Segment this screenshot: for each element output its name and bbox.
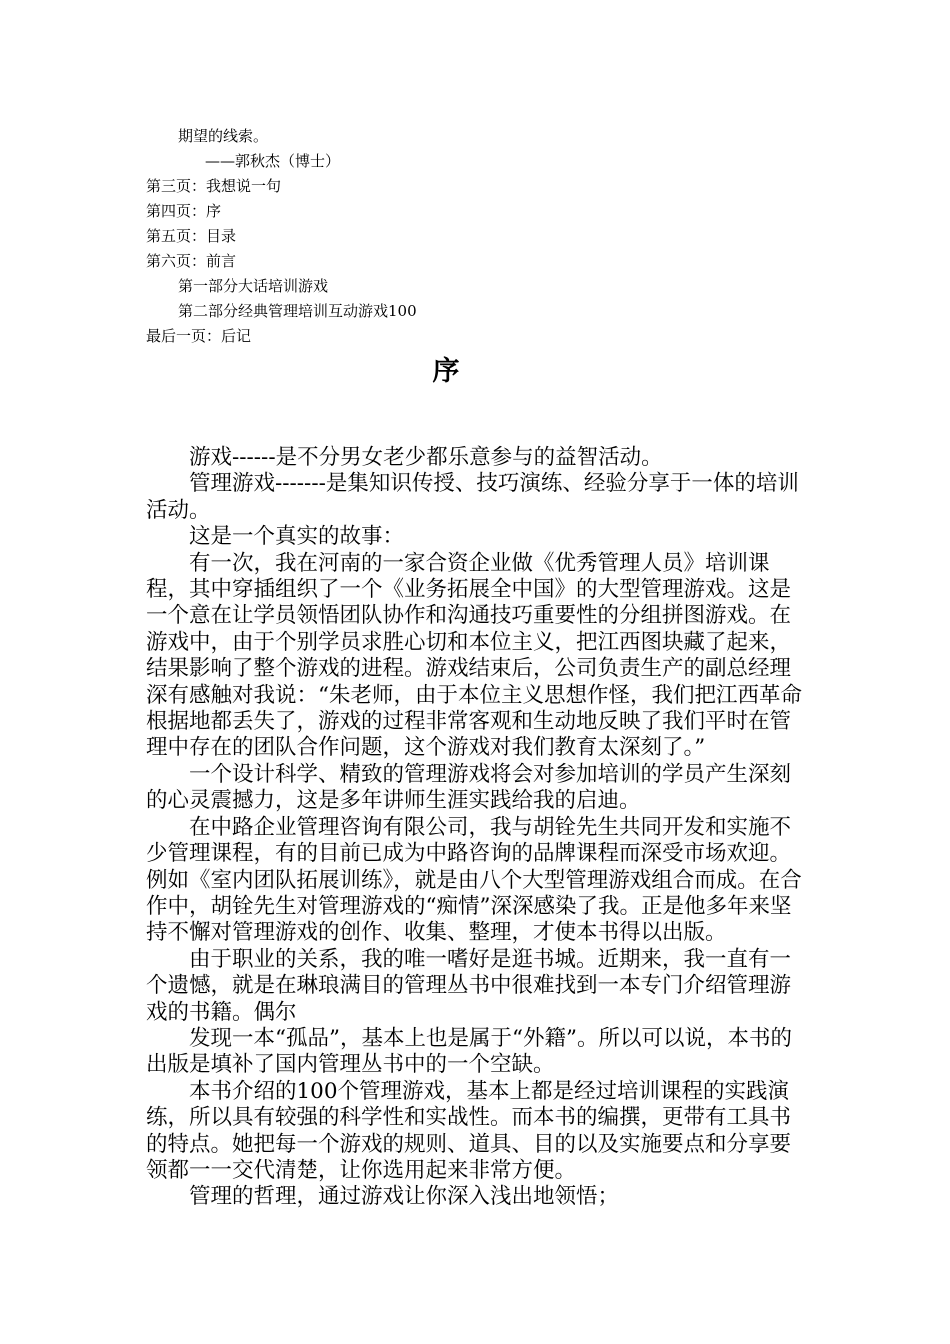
toc-line-last-page: 最后一页：后记 — [146, 327, 252, 345]
toc-line-part-one: 第一部分大话培训游戏 — [178, 277, 329, 295]
paragraph: 由于职业的关系，我的唯一嗜好是逛书城。近期来，我一直有一个遗憾，就是在琳琅满目的管理丛书中很难找到一本专门介绍管理游戏的书籍。偶尔 — [146, 946, 792, 1025]
paragraph: 管理的哲理，通过游戏让你深入浅出地领悟； — [189, 1184, 620, 1210]
paragraph: 游戏------是不分男女老少都乐意参与的益智活动。 — [189, 445, 663, 470]
toc-line-expected-clue: 期望的线索。 — [178, 127, 269, 145]
paragraph: 本书介绍的100个管理游戏，基本上都是经过培训课程的实践演练，所以具有较强的科学性和实战性。而本书的编撰，更带有工具书的特点。她把每一个游戏的规则、道具、目的以及实施要点和分享要领都一一交代清楚，让你选用起来非常方便。 — [146, 1078, 792, 1183]
preface-body — [146, 445, 806, 1211]
paragraph: 在中路企业管理咨询有限公司，我与胡铨先生共同开发和实施不少管理课程，有的目前已成为中路咨询的品牌课程而深受市场欢迎。例如《室内团队拓展训练》，就是由八个大型管理游戏组合而成。在合作中，胡铨先生对管理游戏的“痴情”深深感染了我。正是他多年来坚持不懈对管理游戏的创作、收集、整理，才使本书得以出版。 — [146, 814, 802, 946]
toc-line-page-five: 第五页：目录 — [146, 227, 237, 245]
toc-line-page-six: 第六页：前言 — [146, 252, 237, 270]
paragraph: 一个设计科学、精致的管理游戏将会对参加培训的学员产生深刻的心灵震撼力，这是多年讲师生涯实践给我的启迪。 — [146, 761, 792, 814]
toc-line-author: ——郭秋杰（博士） — [205, 152, 341, 170]
preface-title: 序 — [432, 356, 460, 387]
paragraph: 发现一本“孤品”，基本上也是属于“外籍”。所以可以说，本书的出版是填补了国内管理丛书中的一个空缺。 — [146, 1025, 792, 1078]
paragraph: 管理游戏-------是集知识传授、技巧演练、经验分享于一体的培训活动。 — [146, 471, 799, 523]
toc-line-page-three: 第三页：我想说一句 — [146, 177, 282, 195]
paragraph: 这是一个真实的故事： — [189, 524, 405, 550]
toc-line-page-four: 第四页：序 — [146, 202, 222, 220]
toc-line-part-two: 第二部分经典管理培训互动游戏100 — [178, 302, 417, 320]
paragraph: 有一次，我在河南的一家合资企业做《优秀管理人员》培训课程，其中穿插组织了一个《业务拓展全中国》的大型管理游戏。这是一个意在让学员领悟团队协作和沟通技巧重要性的分组拼图游戏。在游戏中，由于个别学员求胜心切和本位主义，把江西图块藏了起来，结果影响了整个游戏的进程。游戏结束后，公司负责生产的副总经理深有感触对我说：“朱老师，由于本位主义思想作怪，我们把江西革命根据地都丢失了，游戏的过程非常客观和生动地反映了我们平时在管理中存在的团队合作问题，这个游戏对我们教育太深刻了。” — [146, 550, 802, 761]
